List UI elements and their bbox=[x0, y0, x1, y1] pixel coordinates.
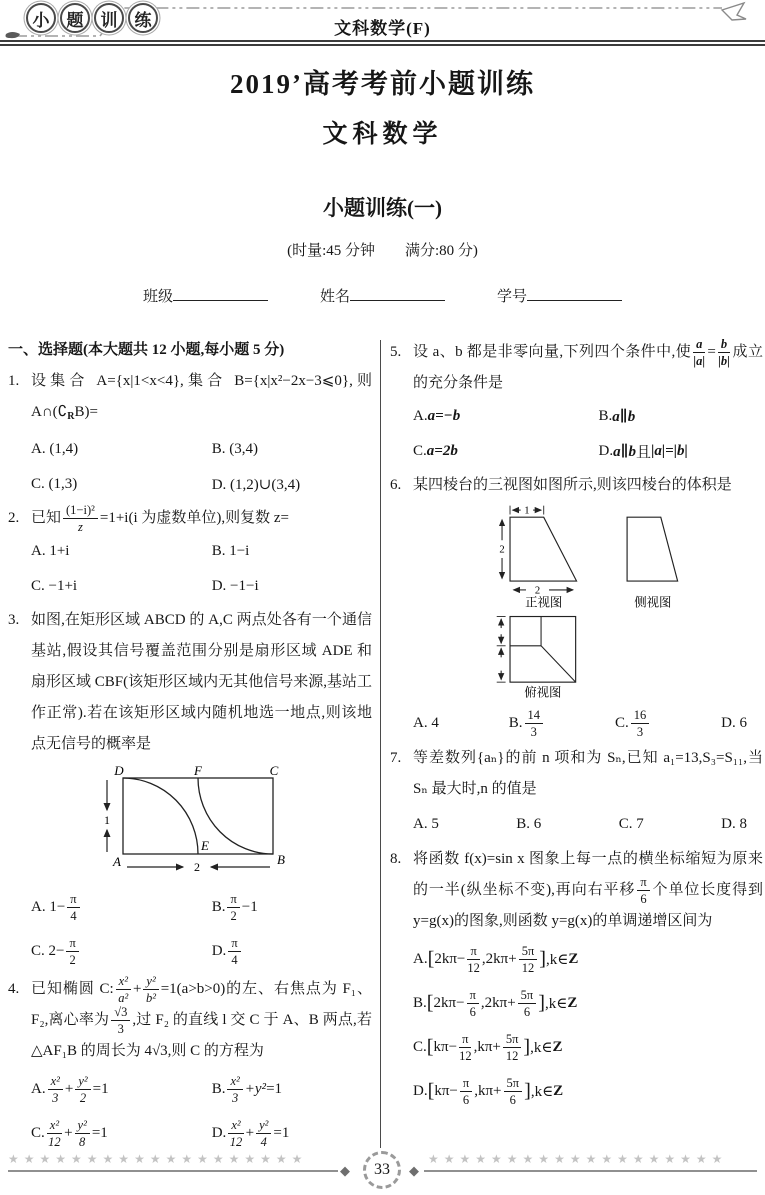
right-bracket: ] bbox=[524, 1080, 531, 1102]
question-stem bbox=[413, 844, 763, 937]
question-stem bbox=[31, 503, 372, 534]
question-stem: 已知椭圆 C: $\frac{\text{x²}}{\text{a²}}$ + $\frac{\text{y²}}{\text{b²}}$ =1(a>b>0)的左、右焦点为 F₁、F₂,离心率为 $\frac{√3}{3}$ ,过 F₂ 的直线 l 交 C 于 A、B 两点,若△AF₁B 的周长为 4√3,则 C 的方程为 bbox=[31, 974, 372, 1060]
question-4 bbox=[8, 974, 372, 1151]
option-c: C. $\frac{\text{x²}}{12}$ + $\frac{\text{y²}}{8}$ =1 bbox=[31, 1117, 108, 1149]
logo-circle: 练 bbox=[128, 3, 158, 33]
fraction: $\frac{\text{x²}}{12}$ bbox=[48, 1117, 61, 1149]
page-header bbox=[0, 0, 765, 46]
fraction: $\frac{\pi}{6}$ bbox=[460, 1076, 472, 1107]
option-d: D. $\frac{\text{x²}}{12}$ + $\frac{\text{y²}}{4}$ =1 bbox=[211, 1117, 290, 1149]
logo-circle: 训 bbox=[94, 3, 124, 33]
stem-text: 将函数 f(x)=sin x 图象上每一点的横坐标缩短为原来的一半(纵坐标不变),再向右平移 bbox=[413, 851, 763, 899]
name-label: 姓名 bbox=[319, 289, 350, 305]
options bbox=[31, 1067, 372, 1151]
q6-figure-wrap bbox=[485, 503, 763, 704]
logo-circle: 小 bbox=[26, 3, 56, 33]
right-bracket: ] bbox=[538, 992, 545, 1014]
option-b: B. $\frac{14}{3}$ bbox=[509, 704, 545, 742]
point-E-label: E bbox=[201, 838, 209, 854]
stem-text: =1+i(i 为虚数单位),则复数 z= bbox=[99, 510, 289, 526]
top-view-label: 俯视图 bbox=[524, 685, 562, 700]
question-number: 7. bbox=[390, 750, 402, 767]
fraction: $\frac{\text{y²}}{4}$ bbox=[256, 1118, 271, 1149]
stem-text: 已知 bbox=[31, 510, 62, 526]
stem-text: 已知椭圆 C: bbox=[31, 981, 114, 998]
subscript-R: R bbox=[67, 411, 75, 422]
question-number: 2. bbox=[8, 510, 20, 526]
diamond-icon: ◆ bbox=[409, 1163, 419, 1178]
front-top-dim: 1 bbox=[524, 505, 530, 517]
fraction: $\frac{14}{3}$ bbox=[525, 708, 544, 739]
header-double-rule bbox=[0, 40, 765, 46]
question-number: 5. bbox=[390, 344, 402, 360]
point-F-label: F bbox=[194, 764, 202, 779]
stem-text: 设集合 A={x|1<x<4},集合 B={x|x²−2x−3⩽0},则 A∩(∁ bbox=[31, 373, 372, 420]
left-bracket: [ bbox=[427, 1080, 435, 1102]
options bbox=[413, 704, 763, 742]
option-c: C. [ kπ− $\frac{\pi}{12}$ ,kπ+ $\frac{5\pi}{12}$ ] ,k∈ Z bbox=[413, 1031, 563, 1063]
fraction: $\frac{\text{(1−i)²}}{z}$ bbox=[63, 503, 98, 534]
question-number: 6. bbox=[390, 477, 402, 494]
option-c: C. 7 bbox=[618, 815, 644, 832]
main-title: 2019’高考考前小题训练 bbox=[230, 69, 535, 99]
option-a: A. a=−b bbox=[413, 408, 461, 425]
option-b: B. 1−i bbox=[211, 543, 250, 560]
option-b: B. [ 2kπ− $\frac{\pi}{6}$ ,2kπ+ $\frac{5\pi}{6}$ ] ,k∈ Z bbox=[413, 987, 578, 1019]
options bbox=[31, 885, 372, 973]
dim-left-label: 1 bbox=[104, 813, 110, 828]
q3-rectangle-figure bbox=[93, 764, 293, 878]
stem-text: B)= bbox=[74, 404, 98, 420]
left-bracket: [ bbox=[426, 1036, 434, 1058]
front-bottom-dim: 2 bbox=[534, 585, 541, 597]
front-left-dim: 2 bbox=[499, 544, 505, 556]
fraction: $\frac{a}{|a|}$ bbox=[693, 337, 706, 369]
question-1 bbox=[8, 366, 372, 502]
id-field bbox=[497, 285, 622, 306]
fraction: $\frac{16}{3}$ bbox=[631, 708, 650, 739]
fraction: $\frac{5\pi}{6}$ bbox=[504, 1076, 523, 1107]
question-7 bbox=[390, 743, 763, 843]
option-b: B. a∥b bbox=[598, 408, 636, 426]
option-a: A. [ 2kπ− $\frac{\pi}{12}$ ,2kπ+ $\frac{5\pi}{12}$ ] ,k∈ Z bbox=[413, 943, 579, 975]
fraction: $\frac{\text{x²}}{\text{a²}}$ bbox=[116, 974, 131, 1005]
option-a: A. (1,4) bbox=[31, 441, 79, 457]
page-footer bbox=[0, 1150, 765, 1192]
exam-meta: (时量:45 分钟 满分:80 分) bbox=[287, 243, 478, 259]
stem-text: =1(a>b>0)的左、右焦点为 F₁、F₂,离心率为 bbox=[31, 981, 372, 1029]
front-view-label: 正视图 bbox=[525, 595, 563, 610]
option-c: C. (1,3) bbox=[31, 476, 78, 492]
side-view-label: 侧视图 bbox=[634, 595, 672, 610]
fraction: $\frac{\pi}{12}$ bbox=[459, 1031, 472, 1063]
question-stem: 如图,在矩形区域 ABCD 的 A,C 两点处各有一个通信基站,假设其信号覆盖范围分别是扇形区域 ADE 和扇形区域 CBF(该矩形区域内无其他信号来源,基站工作正常).若在该矩形区域内随机地选一地点,则该地点无信号的概率是 bbox=[31, 612, 372, 753]
option-a: A. 4 bbox=[413, 714, 439, 731]
footer-line-right bbox=[424, 1170, 757, 1172]
student-fields bbox=[0, 285, 765, 306]
star-row-right: ★★★★★★★★★★★★★★★★★★★ bbox=[428, 1152, 728, 1166]
stem-text: 成立的充分条件是 bbox=[413, 344, 763, 392]
star-row-left: ★★★★★★★★★★★★★★★★★★★ bbox=[8, 1152, 308, 1166]
class-blank-line bbox=[173, 285, 268, 301]
option-d: D. a∥b 且 |a|=|b| bbox=[598, 443, 688, 462]
name-field bbox=[320, 285, 445, 306]
fraction: $\frac{\text{x²}}{12}$ bbox=[229, 1117, 243, 1149]
question-stem bbox=[31, 366, 372, 432]
question-number: 4. bbox=[8, 981, 20, 998]
option-c: C. $\frac{16}{3}$ bbox=[615, 704, 651, 742]
option-d: D. 8 bbox=[721, 815, 747, 832]
option-d: D. (1,2)∪(3,4) bbox=[211, 477, 301, 493]
fraction: $\frac{\pi}{2}$ bbox=[227, 892, 239, 923]
left-bracket: [ bbox=[427, 948, 435, 970]
right-bracket: ] bbox=[523, 1036, 531, 1058]
options bbox=[413, 399, 763, 469]
subject-title: 文科数学 bbox=[322, 121, 443, 148]
right-column bbox=[381, 336, 765, 1151]
option-c: C. a=2b bbox=[413, 443, 458, 460]
question-stem: 某四棱台的三视图如图所示,则该四棱台的体积是 bbox=[413, 477, 732, 494]
stem-text: ,过 F₂ 的直线 l 交 C 于 A、B 两点,若△AF₁B 的周长为 4√3,则 C 的方程为 bbox=[31, 1012, 372, 1060]
option-d: D. $\frac{\pi}{4}$ bbox=[212, 929, 372, 973]
options bbox=[413, 937, 763, 1113]
fraction: $\frac{5\pi}{12}$ bbox=[519, 944, 538, 975]
option-a: A. 1− $\frac{\pi}{4}$ bbox=[31, 885, 212, 929]
option-b: B. 6 bbox=[516, 815, 542, 832]
fraction: $\frac{\pi}{12}$ bbox=[467, 943, 480, 975]
id-label: 学号 bbox=[497, 289, 528, 305]
name-blank-line bbox=[350, 285, 445, 301]
option-c: C. −1+i bbox=[31, 578, 78, 595]
q3-figure-wrap bbox=[93, 764, 372, 883]
question-stem: 等差数列{aₙ}的前 n 项和为 Sₙ,已知 a₁=13,S₃=S₁₁,当 Sₙ 最大时,n 的值是 bbox=[413, 750, 763, 798]
dim-bottom-label: 2 bbox=[194, 860, 200, 875]
option-c: C. 2− $\frac{\pi}{2}$ bbox=[31, 929, 212, 973]
fraction: $\frac{\text{y²}}{2}$ bbox=[75, 1074, 90, 1105]
fraction: $\frac{\text{x²}}{3}$ bbox=[227, 1074, 242, 1105]
fraction: $\frac{\pi}{6}$ bbox=[467, 988, 479, 1019]
q6-three-view-figure bbox=[485, 503, 700, 699]
corner-C-label: C bbox=[269, 764, 279, 779]
corner-D-label: D bbox=[114, 764, 124, 779]
class-label: 班级 bbox=[142, 289, 173, 305]
logo-circle: 题 bbox=[60, 3, 90, 33]
question-number: 3. bbox=[8, 612, 20, 629]
right-bracket: ] bbox=[539, 948, 546, 970]
id-blank-line bbox=[527, 285, 622, 301]
stem-text: 设 a、b 都是非零向量,下列四个条件中,使 bbox=[413, 344, 692, 360]
left-column bbox=[0, 336, 380, 1151]
footer-line-left bbox=[8, 1170, 338, 1172]
option-b: B. $\frac{\text{x²}}{3}$ +y² =1 bbox=[211, 1073, 283, 1105]
options bbox=[31, 534, 372, 604]
option-a: A. 5 bbox=[413, 815, 439, 832]
fraction: $\frac{\pi}{6}$ bbox=[637, 875, 649, 906]
fraction: $\frac{\text{y²}}{8}$ bbox=[75, 1118, 90, 1149]
question-number: 8. bbox=[390, 851, 402, 868]
option-b: B. (3,4) bbox=[211, 441, 258, 457]
option-a: A. $\frac{\text{x²}}{3}$ + $\frac{\text{y²}}{2}$ =1 bbox=[31, 1073, 109, 1105]
option-b: B. $\frac{\pi}{2}$ −1 bbox=[211, 891, 258, 923]
fraction: $\frac{\text{x²}}{3}$ bbox=[48, 1074, 63, 1105]
options bbox=[31, 432, 372, 502]
question-8 bbox=[390, 844, 763, 1113]
question-3 bbox=[8, 605, 372, 973]
fraction: $\frac{5\pi}{12}$ bbox=[503, 1032, 522, 1063]
fraction: $\frac{5\pi}{6}$ bbox=[518, 988, 537, 1019]
left-bracket: [ bbox=[426, 992, 434, 1014]
option-d: D. 6 bbox=[721, 714, 747, 731]
fraction: $\frac{√3}{3}$ bbox=[111, 1005, 130, 1036]
header-subject-title: 文科数学(F) bbox=[334, 19, 431, 38]
stem-text: 个单位长度得到 y=g(x)的图象,则函数 y=g(x)的单调递增区间为 bbox=[413, 882, 763, 930]
diamond-icon: ◆ bbox=[340, 1163, 350, 1178]
question-number: 1. bbox=[8, 373, 20, 389]
option-a: A. 1+i bbox=[31, 543, 70, 560]
corner-A-label: A bbox=[113, 854, 121, 870]
question-2 bbox=[8, 503, 372, 604]
question-6 bbox=[390, 470, 763, 742]
page-number: 33 bbox=[363, 1151, 401, 1189]
section-title: 小题训练(一) bbox=[323, 196, 442, 220]
series-logo bbox=[26, 3, 158, 33]
question-stem: 设 a、b 都是非零向量,下列四个条件中,使 $\frac{a}{|a|}$ = $\frac{b}{|b|}$ 成立的充分条件是 bbox=[413, 337, 763, 392]
option-d: D. [ kπ− $\frac{\pi}{6}$ ,kπ+ $\frac{5\pi}{6}$ ] ,k∈ Z bbox=[413, 1075, 564, 1107]
fraction: $\frac{\pi}{2}$ bbox=[66, 936, 78, 967]
part1-header: 一、选择题(本大题共 12 小题,每小题 5 分) bbox=[8, 342, 285, 358]
question-columns bbox=[0, 336, 765, 1151]
options bbox=[413, 805, 763, 843]
fraction: $\frac{b}{|b|}$ bbox=[718, 337, 730, 369]
fraction: $\frac{\pi}{4}$ bbox=[67, 892, 79, 923]
fraction: $\frac{\text{y²}}{\text{b²}}$ bbox=[143, 974, 158, 1005]
option-d: D. −1−i bbox=[211, 578, 259, 595]
class-field bbox=[143, 285, 268, 306]
fraction: $\frac{\pi}{4}$ bbox=[228, 936, 240, 967]
corner-B-label: B bbox=[277, 852, 285, 868]
question-5 bbox=[390, 337, 763, 469]
